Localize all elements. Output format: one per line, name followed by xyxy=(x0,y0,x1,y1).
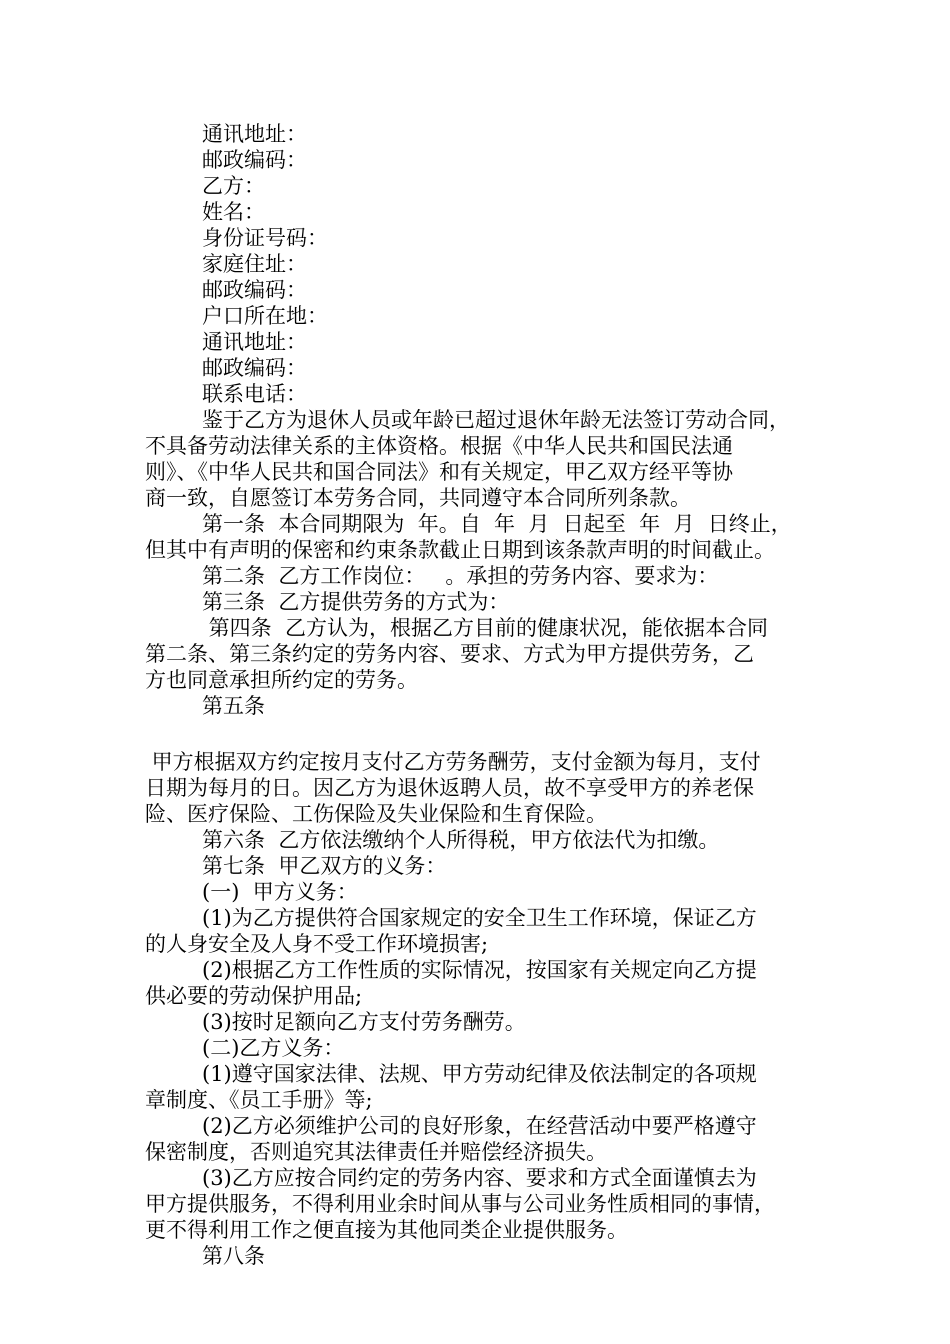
preamble-line: 不具备劳动法律关系的主体资格。根据《中华人民共和国民法通 xyxy=(145,434,733,458)
article-1-line: 第一条 本合同期限为 年。自 年 月 日起至 年 月 日终止， xyxy=(202,512,792,536)
article-8-heading: 第八条 xyxy=(202,1244,265,1268)
party-b-duty-line: (1)遵守国家法律、法规、甲方劳动纪律及依法制定的各项规 xyxy=(202,1062,757,1086)
article-5-line: 甲方根据双方约定按月支付乙方劳务酬劳，支付金额为每月，支付 xyxy=(145,750,761,774)
party-b-duty-line: 保密制度，否则追究其法律责任并赔偿经济损失。 xyxy=(145,1140,607,1164)
party-b-duty-line: (2)乙方必须维护公司的良好形象，在经营活动中要严格遵守 xyxy=(202,1114,757,1138)
party-b-id-label: 身份证号码： xyxy=(202,226,328,250)
party-b-address-label: 通讯地址： xyxy=(202,330,307,354)
party-a-address-label: 通讯地址： xyxy=(202,122,307,146)
party-a-duty-line: (2)根据乙方工作性质的实际情况，按国家有关规定向乙方提 xyxy=(202,958,757,982)
party-a-duty-line: 供必要的劳动保护用品; xyxy=(145,984,363,1008)
party-a-duties-heading: (一) 甲方义务： xyxy=(202,880,358,904)
party-a-postcode-label: 邮政编码： xyxy=(202,148,307,172)
party-b-name-label: 姓名： xyxy=(202,200,265,224)
article-5-line: 险、医疗保险、工伤保险及失业保险和生育保险。 xyxy=(145,802,607,826)
party-a-duty-line: (3)按时足额向乙方支付劳务酬劳。 xyxy=(202,1010,526,1034)
preamble-line: 商一致，自愿签订本劳务合同，共同遵守本合同所列条款。 xyxy=(145,486,691,510)
party-b-duty-line: 章制度、《员工手册》等; xyxy=(145,1088,373,1112)
party-a-duty-line: 的人身安全及人身不受工作环境损害; xyxy=(145,932,489,956)
article-4-line: 第四条 乙方认为，根据乙方目前的健康状况，能依据本合同 xyxy=(202,616,769,640)
party-b-duty-line: 更不得利用工作之便直接为其他同类企业提供服务。 xyxy=(145,1218,628,1242)
article-6: 第六条 乙方依法缴纳个人所得税，甲方依法代为扣缴。 xyxy=(202,828,720,852)
party-b-home-address-label: 家庭住址： xyxy=(202,252,307,276)
article-5-heading: 第五条 xyxy=(202,694,265,718)
preamble-line: 则》、《中华人民共和国合同法》和有关规定，甲乙双方经平等协 xyxy=(145,460,733,484)
party-b-hukou-label: 户口所在地： xyxy=(202,304,328,328)
article-2: 第二条 乙方工作岗位： 。承担的劳务内容、要求为： xyxy=(202,564,719,588)
article-4-line: 方也同意承担所约定的劳务。 xyxy=(145,668,418,692)
party-b-duty-line: 甲方提供服务，不得利用业余时间从事与公司业务性质相同的事情， xyxy=(145,1192,775,1216)
party-b-duty-line: (3)乙方应按合同约定的劳务内容、要求和方式全面谨慎去为 xyxy=(202,1166,757,1190)
party-b-postcode-label: 邮政编码： xyxy=(202,356,307,380)
article-7: 第七条 甲乙双方的义务： xyxy=(202,854,447,878)
article-1-line: 但其中有声明的保密和约束条款截止日期到该条款声明的时间截止。 xyxy=(145,538,775,562)
party-b-phone-label: 联系电话： xyxy=(202,382,307,406)
article-3: 第三条 乙方提供劳务的方式为： xyxy=(202,590,510,614)
party-a-duty-line: (1)为乙方提供符合国家规定的安全卫生工作环境，保证乙方 xyxy=(202,906,757,930)
preamble-line: 鉴于乙方为退休人员或年龄已超过退休年龄无法签订劳动合同， xyxy=(202,408,790,432)
article-5-line: 日期为每月的日。因乙方为退休返聘人员，故不享受甲方的养老保 xyxy=(145,776,754,800)
party-b-home-postcode-label: 邮政编码： xyxy=(202,278,307,302)
article-4-line: 第二条、第三条约定的劳务内容、要求、方式为甲方提供劳务，乙 xyxy=(145,642,754,666)
party-b-heading: 乙方： xyxy=(202,174,265,198)
party-b-duties-heading: (二)乙方义务： xyxy=(202,1036,345,1060)
contract-page xyxy=(145,121,807,1269)
spacer xyxy=(145,719,807,749)
